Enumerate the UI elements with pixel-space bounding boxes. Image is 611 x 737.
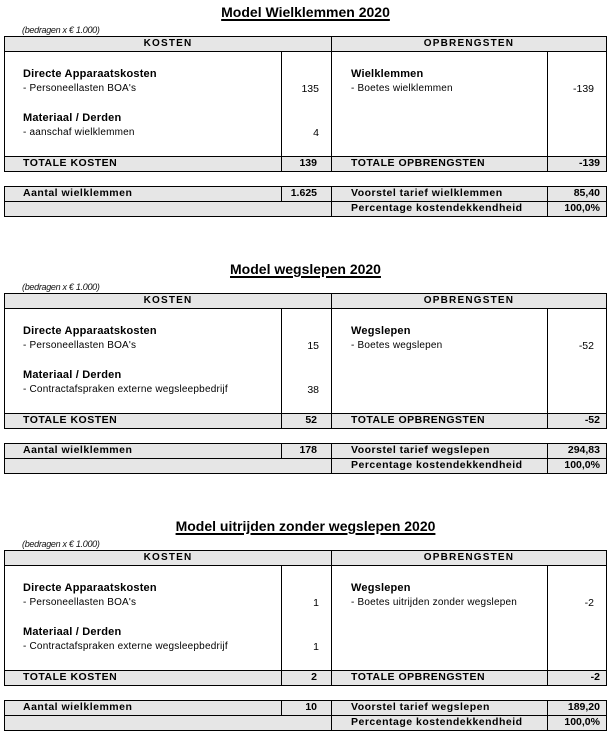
column-divider [281,414,282,428]
model-title [0,4,611,21]
totale-kosten-label: TOTALE KOSTEN [23,414,118,426]
column-divider [331,701,332,730]
opbrengsten-group-value: -2 [584,597,594,609]
tarief-value: 189,20 [567,701,600,713]
totale-opbrengsten-value: -52 [584,414,600,426]
opbrengsten-group-value: -52 [578,340,594,352]
kosten-value-cell [281,51,332,157]
percentage-label: Percentage kostendekkendheid [351,459,523,471]
kosten-group-item: - Contractafspraken externe wegsleepbedrijf [23,641,228,652]
totals-row [4,670,607,686]
column-divider [547,187,548,216]
kosten-group-title: Materiaal / Derden [23,369,122,381]
kosten-header: KOSTEN [4,293,332,309]
opbrengsten-description-cell [331,308,548,414]
percentage-value: 100,0% [564,202,600,214]
opbrengsten-header: OPBRENGSTEN [331,36,607,52]
opbrengsten-header: OPBRENGSTEN [331,293,607,309]
aantal-value: 1.625 [290,187,317,199]
column-divider [547,701,548,730]
totals-row [4,156,607,172]
model-title [0,261,611,278]
totals-row [4,413,607,429]
model-title-text: Model Wielklemmen 2020 [221,4,390,20]
kosten-group-item: - Personeellasten BOA's [23,83,137,94]
kosten-group-item: - Personeellasten BOA's [23,597,137,608]
kosten-group-value: 135 [301,83,319,95]
column-divider [281,701,282,715]
kosten-header: KOSTEN [4,36,332,52]
kosten-group-title: Directe Apparaatskosten [23,68,157,80]
kosten-description-cell [4,565,282,671]
column-divider [547,671,548,685]
cost-model [0,257,611,514]
totale-opbrengsten-value: -2 [590,671,600,683]
kosten-group-value: 15 [307,340,319,352]
summary-block [4,443,607,474]
kosten-description-cell [4,51,282,157]
kosten-group-value: 1 [313,641,319,653]
model-title-text: Model uitrijden zonder wegslepen 2020 [175,518,436,534]
column-divider [547,157,548,171]
opbrengsten-value-cell [547,565,607,671]
totale-kosten-value: 139 [299,157,317,169]
kosten-group-title: Materiaal / Derden [23,112,122,124]
tarief-label: Voorstel tarief wegslepen [351,444,490,456]
kosten-value-cell [281,308,332,414]
column-divider [331,671,332,685]
totale-opbrengsten-value: -139 [578,157,600,169]
kosten-header: KOSTEN [4,550,332,566]
amounts-note: (bedragen x € 1.000) [22,539,100,549]
kosten-group-item: - Personeellasten BOA's [23,340,137,351]
percentage-label: Percentage kostendekkendheid [351,202,523,214]
opbrengsten-value-cell [547,51,607,157]
amounts-note: (bedragen x € 1.000) [22,282,100,292]
kosten-group-title: Materiaal / Derden [23,626,122,638]
opbrengsten-description-cell [331,565,548,671]
column-divider [331,414,332,428]
kosten-group-item: - Contractafspraken externe wegsleepbedrijf [23,384,228,395]
opbrengsten-group-title: Wegslepen [351,582,411,594]
column-divider [547,444,548,473]
column-divider [281,157,282,171]
column-divider [281,187,282,201]
opbrengsten-group-item: - Boetes wegslepen [351,340,443,351]
percentage-label: Percentage kostendekkendheid [351,716,523,728]
cost-model [0,0,611,257]
kosten-group-title: Directe Apparaatskosten [23,325,157,337]
aantal-label: Aantal wielklemmen [23,701,133,713]
kosten-group-item: - aanschaf wielklemmen [23,127,135,138]
kosten-group-value: 1 [313,597,319,609]
totale-kosten-value: 52 [305,414,317,426]
column-divider [331,157,332,171]
column-divider [281,444,282,458]
totale-kosten-label: TOTALE KOSTEN [23,157,118,169]
aantal-label: Aantal wielklemmen [23,187,133,199]
totale-kosten-label: TOTALE KOSTEN [23,671,118,683]
tarief-label: Voorstel tarief wegslepen [351,701,490,713]
opbrengsten-group-value: -139 [572,83,594,95]
model-title [0,518,611,535]
opbrengsten-group-title: Wielklemmen [351,68,424,80]
column-divider [331,444,332,473]
opbrengsten-group-item: - Boetes uitrijden zonder wegslepen [351,597,517,608]
percentage-value: 100,0% [564,459,600,471]
summary-block [4,700,607,731]
totale-opbrengsten-label: TOTALE OPBRENGSTEN [351,414,486,426]
opbrengsten-group-item: - Boetes wielklemmen [351,83,453,94]
tarief-value: 294,83 [567,444,600,456]
amounts-note: (bedragen x € 1.000) [22,25,100,35]
percentage-value: 100,0% [564,716,600,728]
opbrengsten-value-cell [547,308,607,414]
kosten-group-title: Directe Apparaatskosten [23,582,157,594]
aantal-value: 10 [305,701,317,713]
totale-opbrengsten-label: TOTALE OPBRENGSTEN [351,671,486,683]
opbrengsten-group-title: Wegslepen [351,325,411,337]
tarief-label: Voorstel tarief wielklemmen [351,187,503,199]
column-divider [281,671,282,685]
kosten-description-cell [4,308,282,414]
kosten-group-value: 38 [307,384,319,396]
column-divider [547,414,548,428]
kosten-group-value: 4 [313,127,319,139]
tarief-value: 85,40 [573,187,600,199]
aantal-value: 178 [299,444,317,456]
kosten-value-cell [281,565,332,671]
column-divider [331,187,332,216]
summary-block [4,186,607,217]
totale-opbrengsten-label: TOTALE OPBRENGSTEN [351,157,486,169]
cost-model [0,514,611,737]
opbrengsten-header: OPBRENGSTEN [331,550,607,566]
model-title-text: Model wegslepen 2020 [230,261,381,277]
opbrengsten-description-cell [331,51,548,157]
aantal-label: Aantal wielklemmen [23,444,133,456]
totale-kosten-value: 2 [311,671,317,683]
